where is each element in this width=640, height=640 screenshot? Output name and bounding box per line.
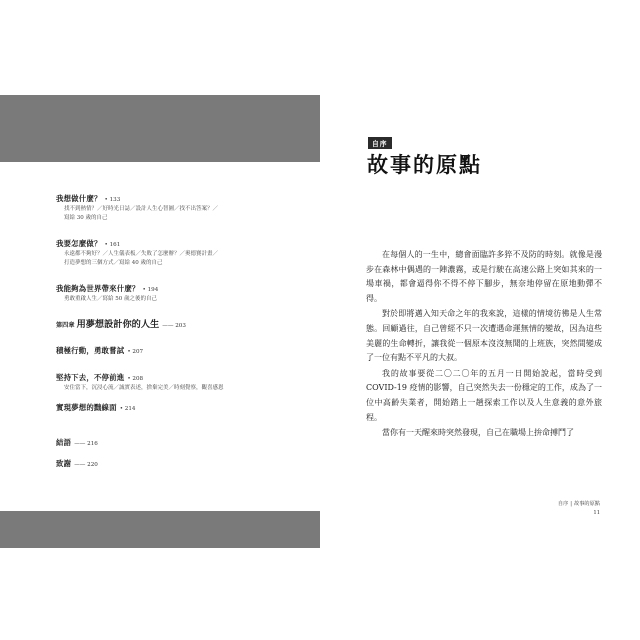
toc-heading: 積極行動，勇敢嘗試 bbox=[56, 346, 125, 355]
folio-section: 自序 bbox=[557, 501, 569, 507]
chapter-title: 用夢想設計你的人生 bbox=[76, 319, 160, 330]
toc-sub: 寫給 30 歲的自己 bbox=[64, 215, 108, 221]
preface-body bbox=[366, 248, 602, 442]
toc-chapter bbox=[56, 316, 306, 330]
toc-page: • 161 bbox=[104, 242, 121, 248]
toc-sub: 永遠都不夠好？／人生儀表板／失敗了怎麼辦？／奧德賽計畫／ bbox=[64, 251, 219, 257]
paragraph: 我的故事要從二〇二〇年的五月一日開始說起，當時受到 COVID-19 疫情的影響，自己突然失去一份穩定的工作，成為了一位中高齡失業者，開始踏上一趟探索工作以及人生意義的意外旅程。 bbox=[366, 368, 602, 422]
table-of-contents bbox=[56, 186, 306, 472]
toc-page: • 208 bbox=[127, 376, 144, 382]
toc-page: • 194 bbox=[142, 287, 159, 293]
toc-page: • 133 bbox=[104, 197, 121, 203]
paragraph: 對於即將邁入知天命之年的我來說，這樣的情境彷彿是人生常態。回顧過往，自己曾經不只一次遭遇命運無情的變故，因為這些美麗的生命轉折，讓我從一個原本沒沒無聞的上班族，突然間變成了一位有點不平凡的大叔。 bbox=[366, 309, 602, 363]
chapter-page: —— 203 bbox=[162, 323, 186, 329]
folio-title: 故事的原點 bbox=[574, 501, 600, 507]
toc-page: • 214 bbox=[119, 406, 136, 412]
toc-heading: 致謝 bbox=[56, 459, 72, 468]
page-folio: 自序 | 故事的原點 11 bbox=[542, 500, 600, 518]
preface-tag: 自序 bbox=[368, 137, 392, 149]
toc-heading: 我能夠為世界帶來什麼？ bbox=[56, 284, 140, 293]
toc-page: —— 220 bbox=[74, 462, 98, 468]
toc-heading: 我想做什麼？ bbox=[56, 194, 102, 203]
toc-closing bbox=[56, 430, 306, 470]
gray-band-bottom bbox=[0, 511, 320, 548]
toc-entry bbox=[56, 395, 306, 414]
gray-band-top bbox=[0, 95, 320, 162]
toc-heading: 結語 bbox=[56, 438, 72, 447]
toc-entry bbox=[56, 365, 306, 393]
paragraph: 在每個人的一生中，總會面臨許多猝不及防的時刻。就像是漫步在森林中偶遇的一陣濃霧，或是行駛在高速公路上突如其來的一場車禍，都會逼得你不得不停下腳步，無奈地停留在原地動彈不得。 bbox=[366, 250, 602, 303]
toc-sub: 安住當下，沉浸心流／誠實表述，捨棄完美／時刻覺察，觀喜感恩 bbox=[64, 385, 224, 391]
preface-title: 故事的原點 bbox=[367, 152, 482, 177]
toc-heading: 堅持下去，不停前進 bbox=[56, 373, 125, 382]
paragraph: 當你有一天醒來時突然發現，自己在職場上拚命搏鬥了 bbox=[382, 428, 574, 438]
toc-entry bbox=[56, 231, 306, 268]
toc-sub: 勇敢重啟人生／寫給 50 歲之後的自己 bbox=[64, 296, 157, 302]
toc-heading: 實現夢想的黜線面 bbox=[56, 403, 117, 412]
toc-page: • 207 bbox=[127, 349, 144, 355]
chapter-label: 第四章 bbox=[56, 322, 75, 329]
toc-page: —— 216 bbox=[74, 441, 98, 447]
toc-heading: 我要怎麼做？ bbox=[56, 239, 102, 248]
toc-entry bbox=[56, 338, 306, 357]
page-number: 11 bbox=[593, 510, 600, 516]
toc-entry bbox=[56, 186, 306, 223]
toc-sub: 打造夢想的三個方式／寫給 40 歲的自己 bbox=[64, 260, 163, 266]
toc-sub: 找不到熱情？／好時光日誌／設計人生心智圖／找不出答案？／ bbox=[64, 206, 219, 212]
toc-entry bbox=[56, 276, 306, 304]
